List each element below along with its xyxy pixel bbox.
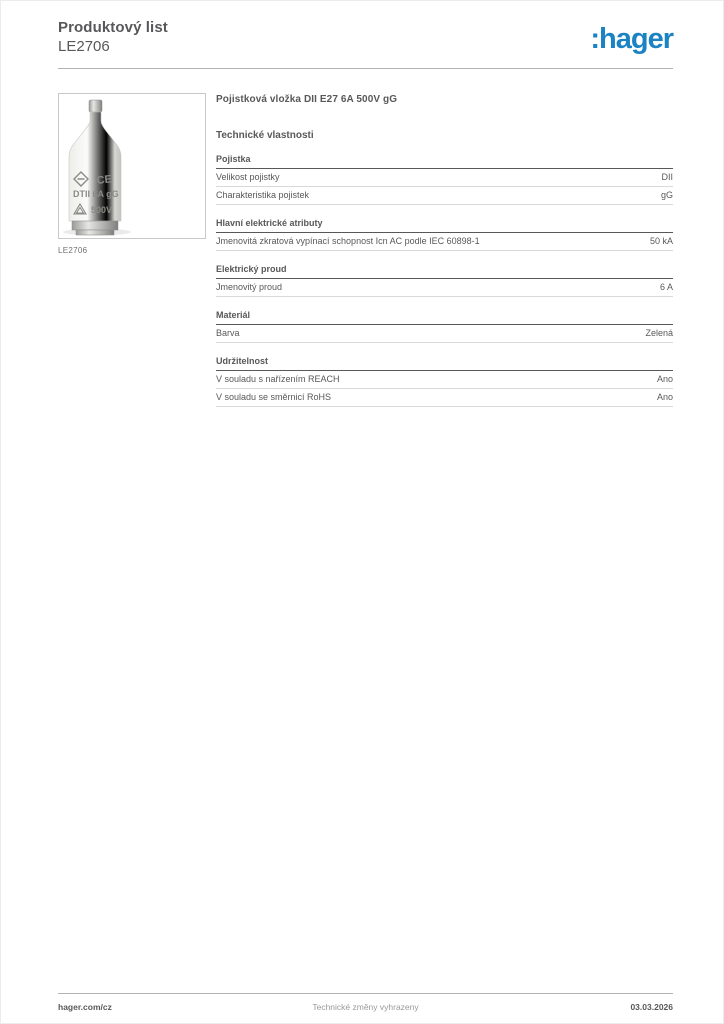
image-caption: LE2706 — [58, 246, 88, 255]
spec-value: 50 kA — [649, 236, 673, 246]
spec-label: Charakteristika pojistek — [216, 190, 310, 200]
spec-row — [216, 389, 673, 407]
spec-section-elektricke-atributy — [216, 218, 673, 251]
spec-label: Jmenovitý proud — [216, 282, 283, 292]
document-title: Produktový list — [58, 19, 168, 36]
section-title: Materiál — [216, 310, 673, 325]
spec-section-pojistka — [216, 154, 673, 205]
main-content — [58, 93, 673, 407]
spec-label: V souladu se směrnicí RoHS — [216, 392, 332, 402]
footer-disclaimer: Technické změny vyhrazeny — [312, 1002, 419, 1012]
spec-label: V souladu s nařízením REACH — [216, 374, 340, 384]
hager-logo: :hager — [590, 23, 673, 55]
section-title: Udržitelnost — [216, 356, 673, 371]
spec-section-material — [216, 310, 673, 343]
fuse-ce-mark: CE — [96, 173, 113, 187]
spec-row — [216, 233, 673, 251]
spec-row — [216, 325, 673, 343]
fuse-base — [72, 221, 118, 230]
spec-row — [216, 187, 673, 205]
header-divider — [58, 68, 673, 69]
spec-value: DII — [661, 172, 673, 182]
spec-value: Ano — [656, 374, 673, 384]
spec-row — [216, 169, 673, 187]
tech-properties-heading: Technické vlastnosti — [216, 130, 314, 141]
page-header — [58, 19, 673, 55]
fuse-base-rim — [76, 230, 114, 235]
fuse-top-cap — [89, 100, 102, 112]
footer-website-link[interactable]: hager.com/cz — [58, 1002, 112, 1012]
fuse-voltage: 500V — [91, 205, 113, 215]
spec-value: 6 A — [659, 282, 673, 292]
spec-value: gG — [660, 190, 673, 200]
product-image — [58, 93, 206, 239]
spec-value: Ano — [656, 392, 673, 402]
spec-label: Jmenovitá zkratová vypínací schopnost Icn AC podle IEC 60898-1 — [216, 236, 480, 246]
spec-row — [216, 279, 673, 297]
spec-value: Zelená — [645, 328, 673, 338]
product-title: Pojistková vložka DII E27 6A 500V gG — [216, 94, 398, 105]
spec-section-udrzitelnost — [216, 356, 673, 407]
fuse-illustration — [59, 94, 205, 238]
section-title: Pojistka — [216, 154, 673, 169]
footer-divider — [58, 993, 673, 994]
page-footer — [58, 1002, 673, 1012]
spec-section-elektricky-proud — [216, 264, 673, 297]
product-reference: LE2706 — [58, 38, 110, 55]
header-titles — [58, 19, 168, 55]
spec-row — [216, 371, 673, 389]
section-title: Hlavní elektrické atributy — [216, 218, 673, 233]
section-title: Elektrický proud — [216, 264, 673, 279]
product-image-column — [58, 93, 206, 407]
spec-label: Barva — [216, 328, 240, 338]
spec-label: Velikost pojistky — [216, 172, 280, 182]
fuse-type-rating: DTII 6A gG — [73, 189, 119, 199]
spec-column — [216, 93, 673, 407]
footer-date: 03.03.2026 — [630, 1002, 673, 1012]
